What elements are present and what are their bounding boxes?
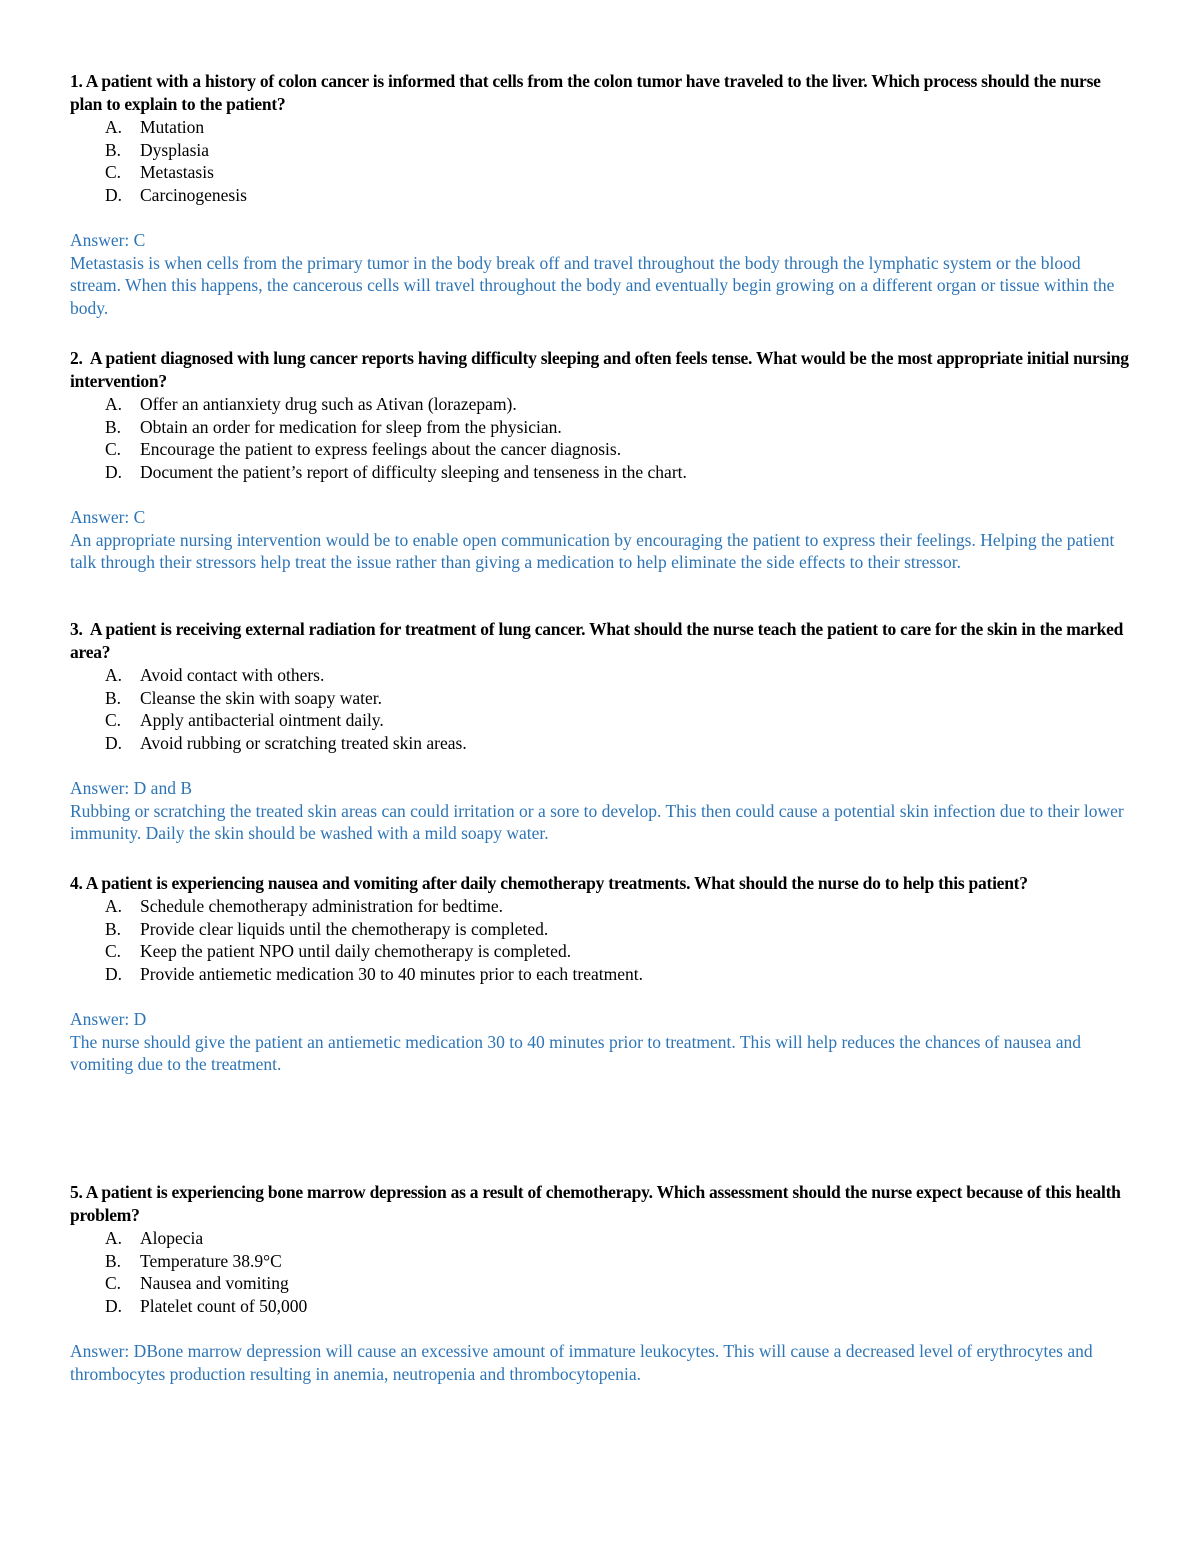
answer-label: Answer: D and B xyxy=(70,777,192,798)
options-list xyxy=(70,895,1132,986)
answer-label: Answer: D xyxy=(70,1340,147,1361)
option-c: C. Apply antibacterial ointment daily. xyxy=(105,710,384,731)
option-b: B. Temperature 38.9°C xyxy=(105,1250,282,1271)
answer-explanation: Bone marrow depression will cause an excessive amount of immature leukocytes. This will cause a decreased level of erythrocytes and thrombocytes production resulting in anemia, neutropenia and thrombocytopenia. xyxy=(70,1340,1093,1384)
answer-block xyxy=(70,777,1132,845)
answer-explanation: Rubbing or scratching the treated skin areas can could irritation or a sore to develop. This then could cause a potential skin infection due to their lower immunity. Daily the skin should be washed with a mild soapy water. xyxy=(70,800,1124,844)
question-text: 4. A patient is experiencing nausea and vomiting after daily chemotherapy treatments. What should the nurse do to help this patient? xyxy=(70,873,1028,893)
options-list xyxy=(70,664,1132,755)
question-text: 1. A patient with a history of colon cancer is informed that cells from the colon tumor have traveled to the liver. Which process should the nurse plan to explain to the patient? xyxy=(70,71,1101,114)
answer-explanation: The nurse should give the patient an antiemetic medication 30 to 40 minutes prior to treatment. This will help reduces the chances of nausea and vomiting due to the treatment. xyxy=(70,1031,1081,1075)
options-list xyxy=(70,116,1132,207)
option-b: B. Provide clear liquids until the chemotherapy is completed. xyxy=(105,918,549,939)
option-d: D. Carcinogenesis xyxy=(105,185,247,206)
answer-explanation: An appropriate nursing intervention would be to enable open communication by encouraging the patient to express their feelings. Helping the patient talk through their stressors help treat the issue rather than giving a medication to help eliminate the side effects to their stressor. xyxy=(70,529,1115,573)
answer-block xyxy=(70,1340,1132,1385)
option-d: D. Document the patient’s report of difficulty sleeping and tenseness in the chart. xyxy=(105,462,687,483)
option-c: C. Keep the patient NPO until daily chemotherapy is completed. xyxy=(105,941,572,962)
option-d: D. Avoid rubbing or scratching treated skin areas. xyxy=(105,733,467,754)
answer-block xyxy=(70,229,1132,320)
answer-label: Answer: C xyxy=(70,506,146,527)
question-2 xyxy=(70,347,1132,574)
question-text: 3. A patient is receiving external radiation for treatment of lung cancer. What should the nurse teach the patient to care for the skin in the marked area? xyxy=(70,619,1124,662)
options-list xyxy=(70,1227,1132,1318)
option-a: A. Schedule chemotherapy administration for bedtime. xyxy=(105,896,504,916)
answer-block xyxy=(70,506,1132,574)
option-a: A. Alopecia xyxy=(105,1228,204,1248)
question-3 xyxy=(70,618,1132,845)
option-a: A. Avoid contact with others. xyxy=(105,665,325,685)
option-b: B. Dysplasia xyxy=(105,139,210,160)
option-d: D. Provide antiemetic medication 30 to 40 minutes prior to each treatment. xyxy=(105,964,643,985)
option-d: D. Platelet count of 50,000 xyxy=(105,1296,308,1317)
answer-label: Answer: C xyxy=(70,229,146,250)
question-5 xyxy=(70,1181,1132,1385)
answer-explanation-combined xyxy=(70,1340,1132,1385)
question-4 xyxy=(70,872,1132,1076)
question-1 xyxy=(70,70,1132,320)
option-c: C. Nausea and vomiting xyxy=(105,1273,289,1294)
answer-block xyxy=(70,1008,1132,1076)
option-a: A. Offer an antianxiety drug such as Ativan (lorazepam). xyxy=(105,394,517,414)
question-text: 2. A patient diagnosed with lung cancer reports having difficulty sleeping and often feels tense. What would be the most appropriate initial nursing intervention? xyxy=(70,348,1129,391)
option-a: A. Mutation xyxy=(105,117,205,137)
answer-explanation: Metastasis is when cells from the primary tumor in the body break off and travel throughout the body through the lymphatic system or the blood stream. When this happens, the cancerous cells will travel throughout the body and eventually begin growing on a different organ or tissue within the body. xyxy=(70,252,1115,318)
option-c: C. Metastasis xyxy=(105,162,214,183)
question-text: 5. A patient is experiencing bone marrow depression as a result of chemotherapy. Which assessment should the nurse expect because of this health problem? xyxy=(70,1182,1121,1225)
answer-label: Answer: D xyxy=(70,1008,147,1029)
option-b: B. Obtain an order for medication for sleep from the physician. xyxy=(105,416,562,437)
options-list xyxy=(70,393,1132,484)
option-c: C. Encourage the patient to express feelings about the cancer diagnosis. xyxy=(105,439,622,460)
option-b: B. Cleanse the skin with soapy water. xyxy=(105,687,383,708)
